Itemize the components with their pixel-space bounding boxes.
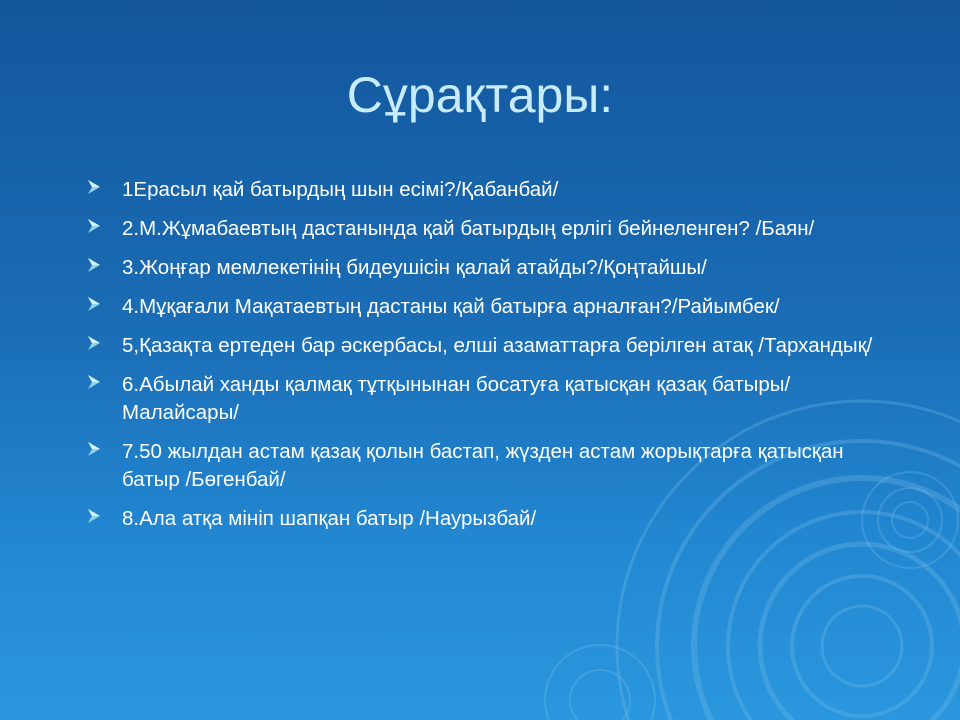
question-item bbox=[86, 438, 886, 494]
question-text: 3.Жоңғар мемлекетінің бидеушісін қалай атайды?/Қоңтайшы/ bbox=[122, 256, 707, 279]
question-list bbox=[86, 176, 886, 544]
question-text: 7.50 жылдан астам қазақ қолын бастап, жүзден астам жорықтарға қатысқан батыр /Бөгенбай/ bbox=[122, 440, 844, 491]
question-item bbox=[86, 215, 886, 243]
question-item bbox=[86, 254, 886, 282]
question-text: 4.Мұқағали Мақатаевтың дастаны қай батырға арналған?/Райымбек/ bbox=[122, 295, 780, 318]
arrow-bullet-icon bbox=[86, 441, 102, 457]
arrow-bullet-icon bbox=[86, 374, 102, 390]
question-item bbox=[86, 371, 886, 427]
arrow-bullet-icon bbox=[86, 508, 102, 524]
question-item bbox=[86, 332, 886, 360]
question-item bbox=[86, 505, 886, 533]
arrow-bullet-icon bbox=[86, 179, 102, 195]
arrow-bullet-icon bbox=[86, 296, 102, 312]
slide-title: Сұрақтары: bbox=[346, 67, 614, 123]
question-item bbox=[86, 293, 886, 321]
question-text: 8.Ала атқа мініп шапқан батыр /Наурызбай/ bbox=[122, 507, 537, 530]
arrow-bullet-icon bbox=[86, 257, 102, 273]
question-text: 1Ерасыл қай батырдың шын есімі?/Қабанбай/ bbox=[122, 178, 559, 201]
arrow-bullet-icon bbox=[86, 218, 102, 234]
question-item bbox=[86, 176, 886, 204]
question-text: 6.Абылай ханды қалмақ тұтқынынан босатуға қатысқан қазақ батыры/Малайсары/ bbox=[122, 373, 791, 424]
question-text: 5,Қазақта ертеден бар әскербасы, елші азаматтарға берілген атақ /Тархандық/ bbox=[122, 334, 873, 357]
question-text: 2.М.Жұмабаевтың дастанында қай батырдың ерлігі бейнеленген? /Баян/ bbox=[122, 217, 815, 240]
arrow-bullet-icon bbox=[86, 335, 102, 351]
